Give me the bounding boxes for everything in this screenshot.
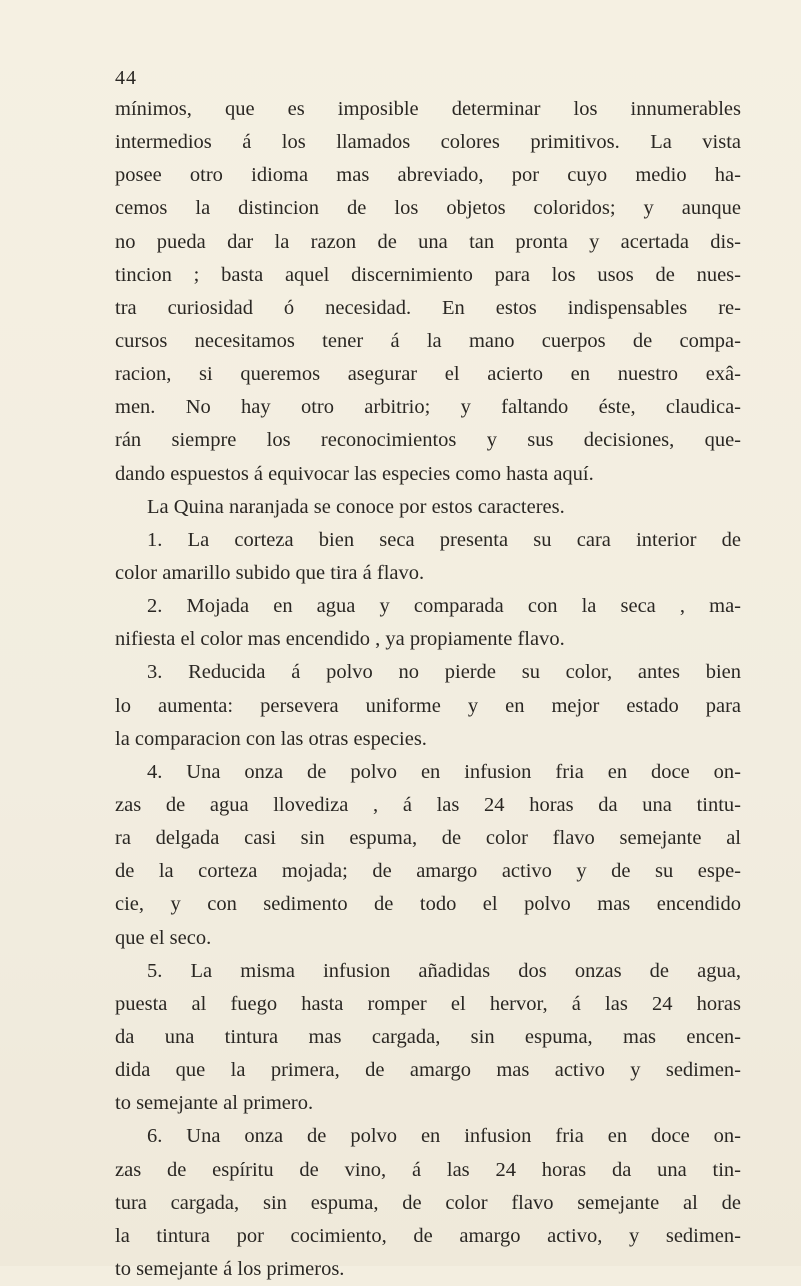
text-line: tra curiosidad ó necesidad. En estos indispensables re- — [115, 296, 741, 319]
text-line: da una tintura mas cargada, sin espuma, mas encen- — [115, 1025, 741, 1048]
text-line: 3. Reducida á polvo no pierde su color, antes bien — [147, 661, 741, 684]
text-line: La Quina naranjada se conoce por estos caracteres. — [147, 495, 565, 518]
text-line: puesta al fuego hasta romper el hervor, á las 24 horas — [115, 992, 741, 1015]
text-line: cemos la distincion de los objetos coloridos; y aunque — [115, 197, 741, 220]
text-line: posee otro idioma mas abreviado, por cuyo medio ha- — [115, 164, 741, 187]
text-line: la tintura por cocimiento, de amargo activo, y sedimen- — [115, 1224, 741, 1247]
body-text — [115, 93, 741, 1286]
text-line: 4. Una onza de polvo en infusion fria en doce on- — [147, 760, 741, 783]
text-line: dando espuestos á equivocar las especies como hasta aquí. — [115, 462, 594, 485]
text-line: que el seco. — [115, 926, 212, 949]
text-line: zas de espíritu de vino, á las 24 horas da una tin- — [115, 1158, 741, 1181]
text-line: 2. Mojada en agua y comparada con la seca , ma- — [147, 595, 741, 618]
text-line: de la corteza mojada; de amargo activo y de su espe- — [115, 860, 741, 883]
text-line: 6. Una onza de polvo en infusion fria en doce on- — [147, 1125, 741, 1148]
text-line: 5. La misma infusion añadidas dos onzas de agua, — [147, 959, 741, 982]
text-line: racion, si queremos asegurar el acierto en nuestro exâ- — [115, 363, 741, 386]
text-line: 1. La corteza bien seca presenta su cara interior de — [147, 528, 741, 551]
text-line: color amarillo subido que tira á flavo. — [115, 561, 425, 584]
text-line: ra delgada casi sin espuma, de color flavo semejante al — [115, 827, 741, 850]
text-line: rán siempre los reconocimientos y sus decisiones, que- — [115, 429, 741, 452]
text-line: mínimos, que es imposible determinar los innumerables — [115, 98, 741, 120]
text-line: intermedios á los llamados colores primitivos. La vista — [115, 131, 741, 154]
text-line: tincion ; basta aquel discernimiento para los usos de nues- — [115, 263, 741, 286]
page-number: 44 — [115, 67, 137, 89]
text-line: la comparacion con las otras especies. — [115, 727, 427, 750]
text-line: tura cargada, sin espuma, de color flavo semejante al de — [115, 1191, 741, 1214]
text-line: cursos necesitamos tener á la mano cuerpos de compa- — [115, 329, 741, 352]
text-line: cie, y con sedimento de todo el polvo mas encendido — [115, 893, 741, 916]
text-line: dida que la primera, de amargo mas activo y sedimen- — [115, 1059, 741, 1082]
text-line: no pueda dar la razon de una tan pronta y acertada dis- — [115, 230, 741, 253]
text-line: men. No hay otro arbitrio; y faltando éste, claudica- — [115, 396, 741, 419]
text-line: to semejante al primero. — [115, 1092, 314, 1115]
text-line: to semejante á los primeros. — [115, 1257, 345, 1280]
text-line: nifiesta el color mas encendido , ya propiamente flavo. — [115, 628, 565, 651]
text-line: lo aumenta: persevera uniforme y en mejor estado para — [115, 694, 741, 717]
text-line: zas de agua llovediza , á las 24 horas da una tintu- — [115, 793, 741, 816]
